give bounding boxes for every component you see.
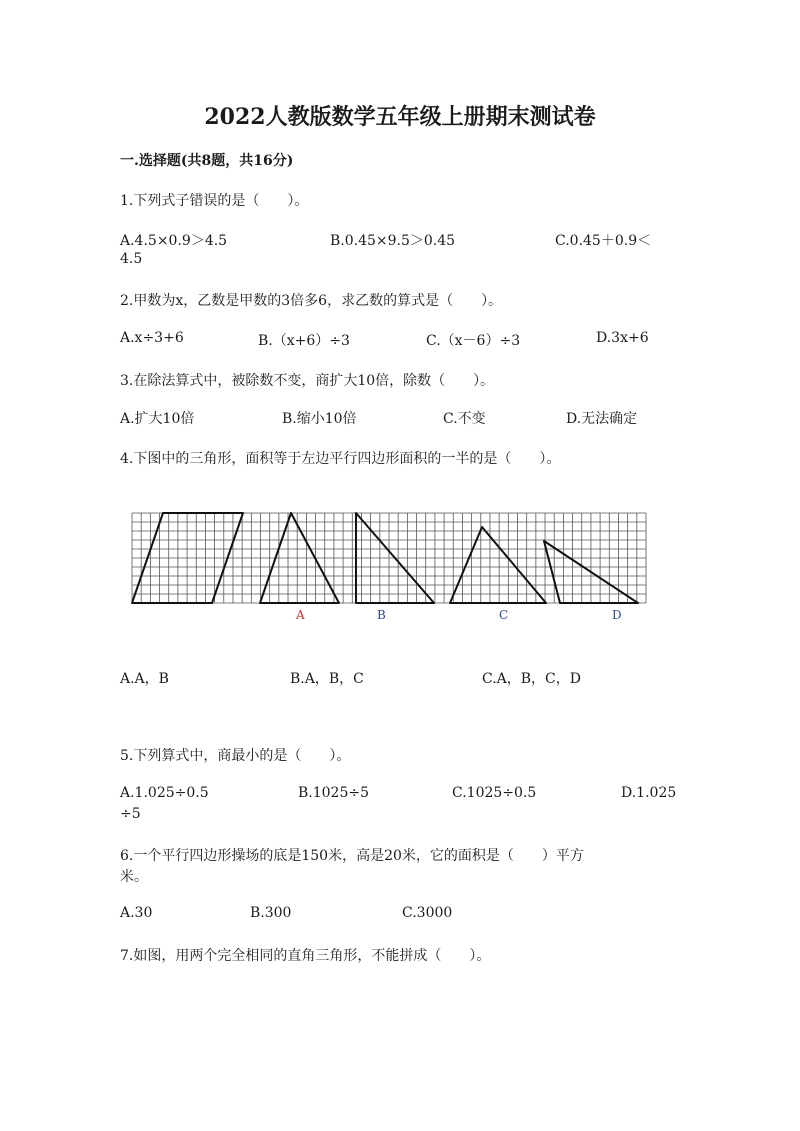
question-5: 5.下列算式中，商最小的是（ ）。 <box>120 748 351 764</box>
q6-option-a: A.30 <box>120 905 153 921</box>
q1-option-b: B.0.45×9.5＞0.45 <box>330 233 456 249</box>
grid-figure <box>120 500 660 630</box>
figure-label-d: D <box>612 608 622 622</box>
q1-option-c-continued: 4.5 <box>120 251 143 267</box>
question-2: 2.甲数为x，乙数是甲数的3倍多6，求乙数的算式是（ ）。 <box>120 293 503 309</box>
q3-option-b: B.缩小10倍 <box>282 411 357 427</box>
q1-option-c: C.0.45＋0.9＜ <box>555 233 652 249</box>
q4-option-b: B.A，B，C <box>290 671 364 687</box>
question-6-continued: 米。 <box>120 869 148 885</box>
question-1: 1.下列式子错误的是（ ）。 <box>120 193 309 209</box>
q3-option-c: C.不变 <box>443 411 486 427</box>
q5-option-b: B.1025÷5 <box>298 785 370 801</box>
q5-option-a: A.1.025÷0.5 <box>120 785 209 801</box>
triangle-c-shape <box>450 527 546 603</box>
figure-label-a: A <box>296 608 305 622</box>
q6-option-b: B.300 <box>250 905 292 921</box>
q5-option-c: C.1025÷0.5 <box>452 785 537 801</box>
figure-label-b: B <box>377 608 386 622</box>
question-3: 3.在除法算式中，被除数不变，商扩大10倍，除数（ ）。 <box>120 373 495 389</box>
q4-option-c: C.A，B，C，D <box>482 671 581 687</box>
section-heading: 一.选择题(共8题，共16分) <box>120 153 294 169</box>
q5-option-d: D.1.025 <box>621 785 677 801</box>
figure-label-c: C <box>499 608 509 622</box>
q3-option-d: D.无法确定 <box>566 411 638 427</box>
question-4: 4.下图中的三角形，面积等于左边平行四边形面积的一半的是（ ）。 <box>120 451 561 467</box>
q1-option-a: A.4.5×0.9＞4.5 <box>120 233 228 249</box>
q4-option-a: A.A，B <box>120 671 169 687</box>
q5-option-d-continued: ÷5 <box>120 806 141 822</box>
page-title: 2022人教版数学五年级上册期末测试卷 <box>204 104 596 130</box>
grid-figure-svg <box>120 500 660 630</box>
question-7: 7.如图，用两个完全相同的直角三角形，不能拼成（ ）。 <box>120 948 491 964</box>
q2-option-b: B.（x+6）÷3 <box>258 333 350 349</box>
q3-option-a: A.扩大10倍 <box>120 411 195 427</box>
q6-option-c: C.3000 <box>402 905 453 921</box>
q2-option-c: C.（x－6）÷3 <box>426 333 521 349</box>
q2-option-a: A.x÷3+6 <box>120 330 184 346</box>
question-6: 6.一个平行四边形操场的底是150米，高是20米，它的面积是（ ）平方 <box>120 848 584 864</box>
q2-option-d: D.3x+6 <box>596 330 649 346</box>
